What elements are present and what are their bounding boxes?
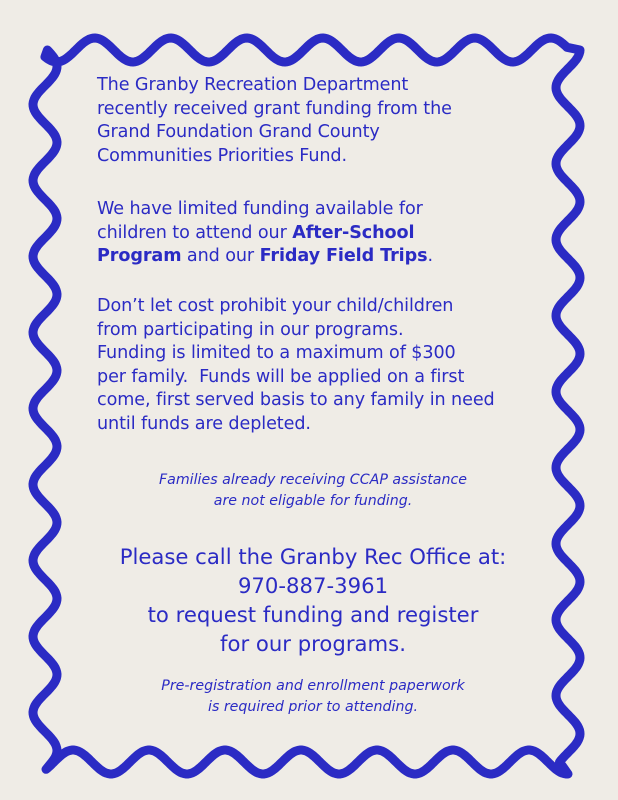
- para3-line5: come, first served basis to any family in need: [97, 390, 495, 410]
- phone-number: 970-887-3961: [237, 573, 389, 598]
- after-school-label: After-School: [292, 222, 415, 243]
- ccap-eligibility-note: [87, 470, 539, 512]
- note1-line2: are not eligable for funding.: [213, 493, 413, 509]
- para1-line2: recently received grant funding from the: [97, 98, 452, 119]
- call-to-action: [77, 542, 549, 658]
- note1-line1: Families already receiving CCAP assistance: [159, 472, 467, 488]
- para3-line3: Funding is limited to a maximum of $300: [97, 343, 456, 363]
- para3-line4: per family. Funds will be applied on a first: [97, 366, 465, 387]
- note2-line2: is required prior to attending.: [208, 699, 418, 715]
- para2-line2-text: children to attend our: [97, 222, 293, 243]
- funding-availability-paragraph: [97, 198, 433, 269]
- cta-line1: Please call the Granby Rec Office at:: [119, 544, 507, 569]
- para2-line3-end: .: [427, 246, 433, 266]
- para1-line4: Communities Priorities Fund.: [97, 145, 347, 166]
- funding-details-paragraph: [97, 295, 495, 436]
- friday-field-trips-label: Friday Field Trips: [259, 246, 428, 266]
- para1-line1: The Granby Recreation Department: [97, 75, 409, 95]
- note2-line1: Pre-registration and enrollment paperwork: [161, 678, 465, 694]
- cta-line3: to request funding and register: [147, 602, 479, 627]
- para2-line3-mid: and our: [181, 246, 260, 266]
- para3-line2: from participating in our programs.: [97, 319, 404, 340]
- para3-line6: until funds are depleted.: [97, 413, 311, 434]
- program-label: Program: [97, 246, 182, 266]
- para1-line3: Grand Foundation Grand County: [97, 122, 380, 142]
- grant-announcement-paragraph: [97, 74, 452, 168]
- para3-line1: Don’t let cost prohibit your child/children: [97, 296, 454, 316]
- preregistration-note: [87, 676, 539, 718]
- para2-line1: We have limited funding available for: [97, 199, 423, 219]
- cta-line4: for our programs.: [220, 631, 406, 656]
